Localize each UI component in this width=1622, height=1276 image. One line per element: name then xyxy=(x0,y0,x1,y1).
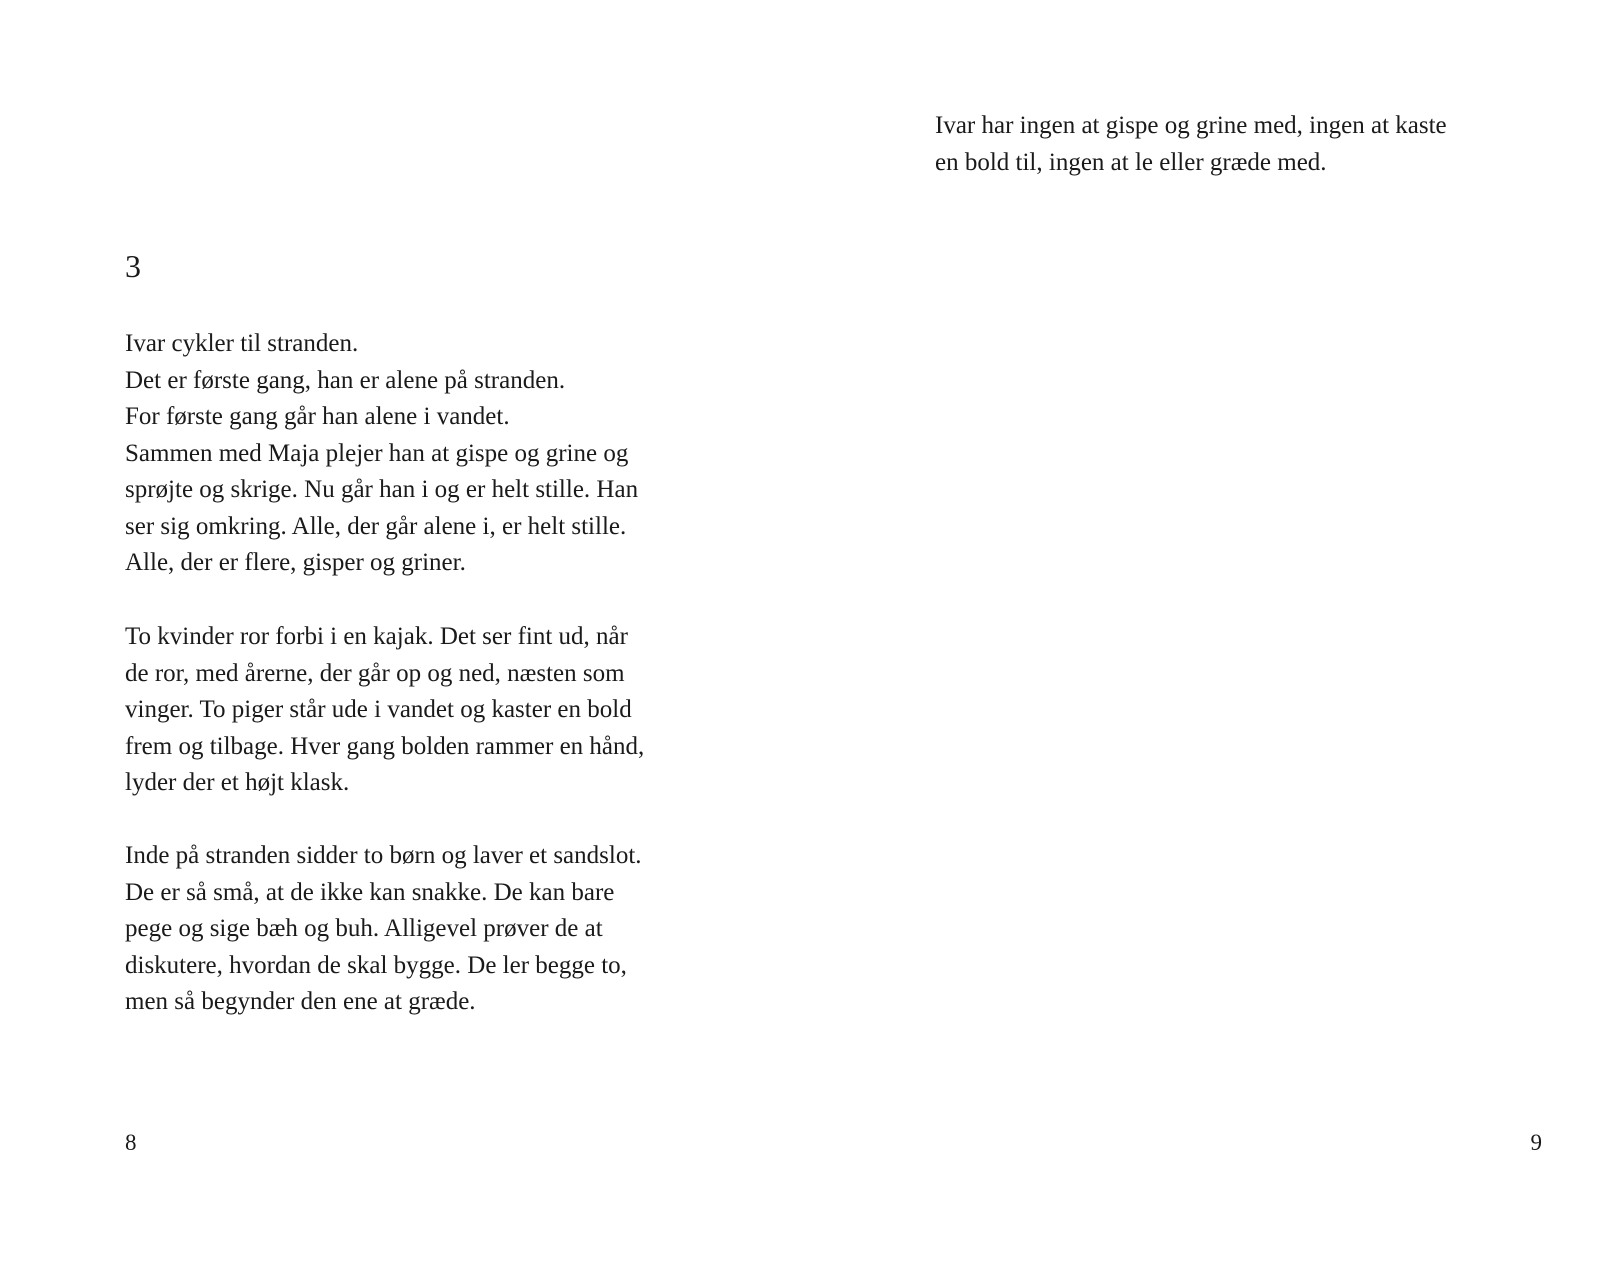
paragraph xyxy=(125,326,638,582)
text-line: vinger. To piger står ude i vandet og kaster en bold xyxy=(125,696,632,723)
text-line: en bold til, ingen at le eller græde med. xyxy=(935,148,1327,176)
paragraph xyxy=(125,619,644,802)
text-line: Ivar har ingen at gispe og grine med, ingen at kaste xyxy=(935,112,1447,139)
paragraph xyxy=(935,108,1447,181)
text-line: men så begynder den ene at græde. xyxy=(125,988,476,1015)
text-line: To kvinder ror forbi i en kajak. Det ser fint ud, når xyxy=(125,623,628,650)
text-line: ser sig omkring. Alle, der går alene i, er helt stille. xyxy=(125,512,627,540)
right-page xyxy=(811,0,1622,1276)
text-line: diskutere, hvordan de skal bygge. De ler begge to, xyxy=(125,951,627,979)
text-line: Inde på stranden sidder to børn og laver et sandslot. xyxy=(125,842,642,869)
text-line: Sammen med Maja plejer han at gispe og grine og xyxy=(125,439,629,467)
page-number: 9 xyxy=(1530,1130,1542,1155)
text-line: Alle, der er flere, gisper og griner. xyxy=(125,549,466,576)
text-line: For første gang går han alene i vandet. xyxy=(125,403,510,430)
text-line: de ror, med årerne, der går op og ned, næsten som xyxy=(125,659,625,687)
text-line: lyder der et højt klask. xyxy=(125,769,350,796)
paragraph xyxy=(125,838,642,1021)
text-line: De er så små, at de ikke kan snakke. De kan bare xyxy=(125,878,615,906)
text-line: pege og sige bæh og buh. Alligevel prøver de at xyxy=(125,915,603,942)
text-line: frem og tilbage. Hver gang bolden rammer en hånd, xyxy=(125,732,645,760)
page-number: 8 xyxy=(125,1130,137,1155)
chapter-number: 3 xyxy=(125,248,141,284)
text-line: Ivar cykler til stranden. xyxy=(125,330,359,357)
text-line: Det er første gang, han er alene på stranden. xyxy=(125,366,566,394)
text-line: sprøjte og skrige. Nu går han i og er helt stille. Han xyxy=(125,476,639,503)
